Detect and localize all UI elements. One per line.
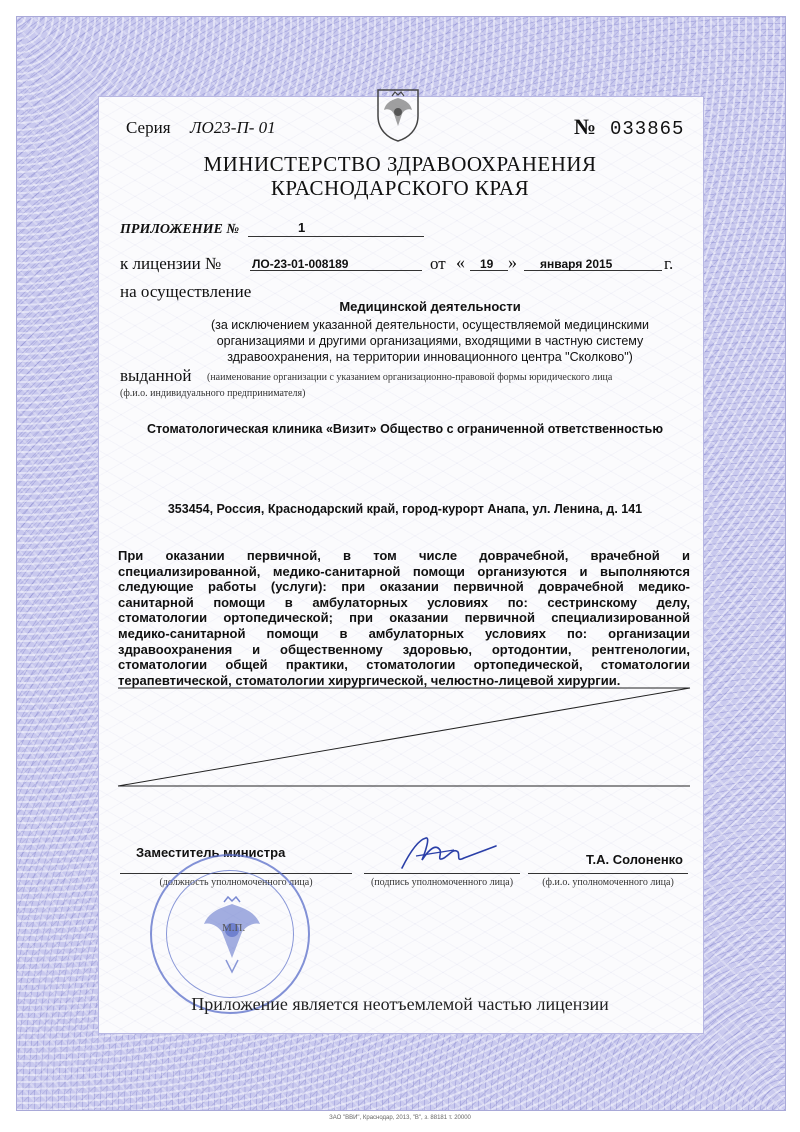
services-line: При оказании первичной, в том числе доврачебной, врачебной и	[118, 548, 690, 563]
series-label: Серия	[126, 118, 171, 137]
ministry-title-line1: МИНИСТЕРСТВО ЗДРАВООХРАНЕНИЯ	[203, 152, 597, 176]
issued-label: выданной	[120, 366, 192, 385]
activity-title: Медицинской деятельности	[339, 299, 521, 314]
signatory-name: Т.А. Солоненко	[586, 852, 683, 867]
signatory-position: Заместитель министра	[136, 845, 286, 860]
services-line: стоматологии общей практики, стоматологии ортопедической, стоматологии	[118, 657, 690, 673]
ministry-title-line2: КРАСНОДАРСКОГО КРАЯ	[270, 176, 530, 200]
name-underline	[528, 873, 688, 874]
printer-imprint: ЗАО "ВВИ", Краснодар, 2013, "В", з. 88181 т. 20000	[329, 1115, 471, 1121]
activity-line2: организациями и другими организациями, входящими в частную систему	[216, 334, 644, 348]
services-line: здравоохранения и общественному здоровью, ортодонтии, рентгенологии,	[118, 641, 690, 657]
stamp-mark-label: М.П.	[222, 922, 246, 934]
license-prefix: к лицензии №	[120, 254, 222, 273]
license-month-year: января 2015	[540, 257, 613, 271]
organization-name: Стоматологическая клиника «Визит» Общество с ограниченной ответственностью	[146, 422, 664, 436]
services-line: терапевтической, стоматологии хирургической, челюстно-лицевой хирургии.	[118, 672, 621, 688]
license-number: ЛО-23-01-008189	[252, 257, 349, 271]
services-line: специализированной, медико-санитарной помощи организуются и выполняются	[118, 563, 690, 579]
caption-name: (ф.и.о. уполномоченного лица)	[542, 877, 674, 888]
year-suffix: г.	[664, 254, 674, 273]
services-line: следующие работы (услуги): при оказании первичной доврачебной медико-	[118, 579, 690, 595]
activity-line3: здравоохранения, на территории инновационного центра "Сколково")	[227, 350, 633, 364]
organization-address: 353454, Россия, Краснодарский край, город-курорт Анапа, ул. Ленина, д. 141	[167, 502, 643, 516]
annex-label: ПРИЛОЖЕНИЕ №	[120, 222, 240, 237]
issued-hint-line2: (ф.и.о. индивидуального предпринимателя)	[120, 388, 306, 399]
official-stamp	[150, 854, 310, 1014]
activity-label: на осуществление	[120, 282, 252, 301]
stamp-eagle-icon	[196, 896, 268, 976]
number-label: №	[574, 114, 597, 139]
services-line: медико-санитарной помощи в амбулаторных условиях по: организации	[118, 625, 690, 641]
activity-line1: (за исключением указанной деятельности, осуществляемой медицинскими	[210, 318, 650, 332]
number-value: 033865	[610, 118, 685, 140]
quote-close: »	[508, 252, 517, 272]
quote-open: «	[456, 252, 465, 272]
license-day: 19	[480, 257, 494, 271]
annex-number: 1	[298, 220, 306, 235]
services-line: санитарной помощи в амбулаторных условиях по: сестринскому делу,	[118, 594, 690, 610]
series-value: ЛО23-П- 01	[190, 118, 276, 137]
license-from-label: от	[430, 254, 446, 273]
annex-footer-note: Приложение является неотъемлемой частью лицензии	[191, 994, 609, 1014]
issued-hint-line1: (наименование организации с указанием организационно-правовой формы юридического лица	[207, 372, 613, 383]
handwritten-signature	[396, 832, 506, 876]
caption-position: (должность уполномоченного лица)	[159, 877, 313, 888]
services-line: стоматологии ортопедической; при оказании первичной специализированной	[118, 610, 690, 626]
caption-signature: (подпись уполномоченного лица)	[370, 877, 514, 888]
